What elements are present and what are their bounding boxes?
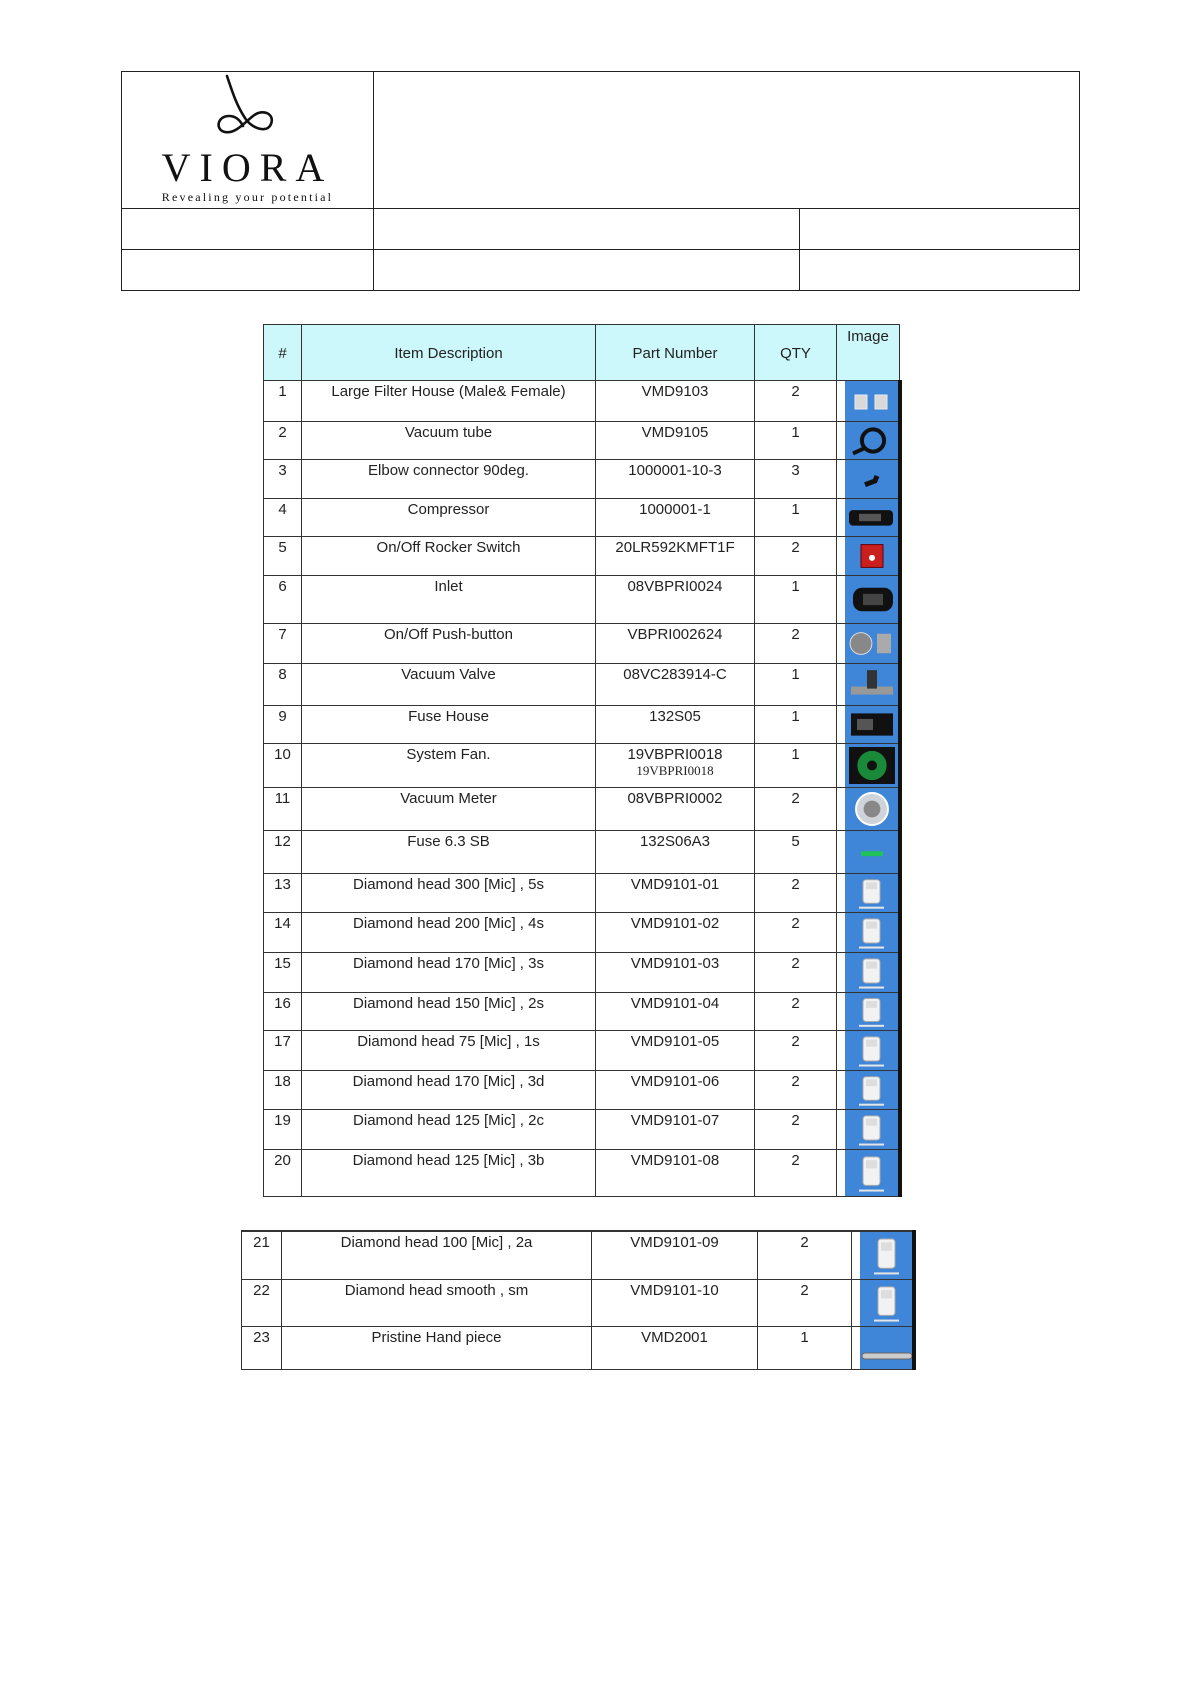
row-qty: 2 xyxy=(755,874,837,913)
diamond-head-icon xyxy=(845,1110,898,1149)
row-image xyxy=(837,537,900,576)
row-part-number xyxy=(596,537,755,576)
compressor-icon xyxy=(845,499,898,536)
row-number: 15 xyxy=(264,953,302,993)
row-description: Vacuum tube xyxy=(302,422,596,460)
part-number-text: 1000001-1 xyxy=(639,501,711,518)
row-description: Diamond head 150 [Mic] , 2s xyxy=(302,993,596,1031)
row-number: 11 xyxy=(264,788,302,831)
row-part-number xyxy=(592,1280,758,1327)
table-row xyxy=(264,624,900,664)
row-image xyxy=(837,993,900,1031)
row-number: 9 xyxy=(264,706,302,744)
col-header-part-number: Part Number xyxy=(596,325,755,381)
row-qty: 1 xyxy=(755,499,837,537)
part-number-text: VMD9101-08 xyxy=(630,1152,720,1169)
row-part-number xyxy=(596,953,755,993)
row-description: Fuse 6.3 SB xyxy=(302,831,596,874)
row-description: Diamond head 170 [Mic] , 3d xyxy=(302,1071,596,1110)
row-description: Inlet xyxy=(302,576,596,624)
viora-logo-mark-icon xyxy=(207,74,287,146)
row-description: Diamond head 170 [Mic] , 3s xyxy=(302,953,596,993)
row-image xyxy=(837,624,900,664)
row-image xyxy=(837,874,900,913)
diamond-head-icon xyxy=(845,1031,898,1070)
document-header xyxy=(121,71,1080,291)
table-row xyxy=(264,537,900,576)
row-number: 1 xyxy=(264,381,302,422)
row-description: Diamond head 200 [Mic] , 4s xyxy=(302,913,596,953)
header-title-cell xyxy=(374,72,1080,209)
part-number-subtext: 19VBPRI0018 xyxy=(636,763,714,778)
row-description: Diamond head smooth , sm xyxy=(282,1280,592,1327)
table-row xyxy=(264,874,900,913)
row-description: Large Filter House (Male& Female) xyxy=(302,381,596,422)
row-qty: 2 xyxy=(755,913,837,953)
row-description: Diamond head 125 [Mic] , 3b xyxy=(302,1150,596,1197)
table-row xyxy=(264,993,900,1031)
row-image xyxy=(837,460,900,499)
table-row xyxy=(264,831,900,874)
row-number: 7 xyxy=(264,624,302,664)
row-qty: 2 xyxy=(755,788,837,831)
row-number: 10 xyxy=(264,744,302,788)
part-number-text: VMD9101-09 xyxy=(630,1234,719,1251)
row-image xyxy=(837,744,900,788)
row-qty: 2 xyxy=(755,993,837,1031)
row-qty: 2 xyxy=(755,1031,837,1071)
header-cell xyxy=(374,250,800,291)
row-image xyxy=(837,1031,900,1071)
header-cell xyxy=(122,209,374,250)
part-number-text: 19VBPRI0018 xyxy=(627,746,723,763)
row-number: 4 xyxy=(264,499,302,537)
row-number: 22 xyxy=(242,1280,282,1327)
row-description: Diamond head 100 [Mic] , 2a xyxy=(282,1231,592,1280)
diamond-head-icon xyxy=(845,1071,898,1109)
row-image xyxy=(837,953,900,993)
row-description: On/Off Rocker Switch xyxy=(302,537,596,576)
row-part-number xyxy=(596,1031,755,1071)
row-qty: 2 xyxy=(755,1150,837,1197)
row-qty: 2 xyxy=(755,381,837,422)
row-description: Diamond head 125 [Mic] , 2c xyxy=(302,1110,596,1150)
row-image xyxy=(837,664,900,706)
elbow-connector-icon xyxy=(845,460,898,498)
row-image xyxy=(837,913,900,953)
row-part-number xyxy=(592,1231,758,1280)
row-number: 18 xyxy=(264,1071,302,1110)
row-qty: 2 xyxy=(758,1280,852,1327)
diamond-head-icon xyxy=(845,874,898,912)
row-number: 16 xyxy=(264,993,302,1031)
table-row xyxy=(264,422,900,460)
row-part-number xyxy=(596,993,755,1031)
col-header-description: Item Description xyxy=(302,325,596,381)
logo-tagline: Revealing your potential xyxy=(161,190,334,204)
row-description: System Fan. xyxy=(302,744,596,788)
part-number-text: 20LR592KMFT1F xyxy=(615,539,735,556)
row-number: 20 xyxy=(264,1150,302,1197)
row-number: 19 xyxy=(264,1110,302,1150)
row-description: Vacuum Valve xyxy=(302,664,596,706)
row-image xyxy=(837,576,900,624)
diamond-head-icon xyxy=(860,1232,913,1279)
rocker-switch-icon xyxy=(845,537,898,575)
row-qty: 5 xyxy=(755,831,837,874)
row-part-number xyxy=(596,1071,755,1110)
table-row xyxy=(264,706,900,744)
header-cell xyxy=(374,209,800,250)
row-image xyxy=(837,788,900,831)
row-image xyxy=(837,1150,900,1197)
logo-name: VIORA xyxy=(161,145,334,190)
diamond-head-icon xyxy=(845,953,898,992)
part-number-text: VMD9101-04 xyxy=(630,995,720,1012)
row-part-number xyxy=(596,422,755,460)
row-number: 6 xyxy=(264,576,302,624)
row-part-number xyxy=(596,744,755,788)
row-description: Compressor xyxy=(302,499,596,537)
table-row xyxy=(264,1150,900,1197)
row-part-number xyxy=(596,706,755,744)
row-image xyxy=(837,422,900,460)
filter-housing-icon xyxy=(845,381,898,421)
row-number: 17 xyxy=(264,1031,302,1071)
diamond-head-icon xyxy=(845,1150,898,1196)
table-row xyxy=(264,1031,900,1071)
row-qty: 2 xyxy=(755,1110,837,1150)
part-number-text: VMD9101-01 xyxy=(630,876,720,893)
row-image xyxy=(852,1327,914,1370)
row-description: On/Off Push-button xyxy=(302,624,596,664)
row-number: 14 xyxy=(264,913,302,953)
row-part-number xyxy=(592,1327,758,1370)
fuse-house-icon xyxy=(845,706,898,743)
row-qty: 1 xyxy=(755,576,837,624)
table-row xyxy=(264,576,900,624)
part-number-text: 132S05 xyxy=(649,708,701,725)
part-number-text: VMD9101-07 xyxy=(630,1112,720,1129)
header-cell xyxy=(800,250,1080,291)
row-description: Diamond head 75 [Mic] , 1s xyxy=(302,1031,596,1071)
row-number: 3 xyxy=(264,460,302,499)
row-image xyxy=(837,706,900,744)
row-image xyxy=(837,381,900,422)
fan-icon xyxy=(845,744,898,787)
row-image xyxy=(837,1071,900,1110)
part-number-text: VMD9101-06 xyxy=(630,1073,720,1090)
row-part-number xyxy=(596,624,755,664)
row-number: 5 xyxy=(264,537,302,576)
table-row xyxy=(264,499,900,537)
table-row xyxy=(264,664,900,706)
table-row xyxy=(264,788,900,831)
row-description: Vacuum Meter xyxy=(302,788,596,831)
row-part-number xyxy=(596,664,755,706)
part-number-text: VMD9101-05 xyxy=(630,1033,720,1050)
table-row xyxy=(242,1280,914,1327)
row-number: 21 xyxy=(242,1231,282,1280)
row-qty: 1 xyxy=(755,422,837,460)
row-number: 8 xyxy=(264,664,302,706)
row-image xyxy=(852,1231,914,1280)
fuse-icon xyxy=(845,831,898,873)
power-inlet-icon xyxy=(845,576,898,623)
table-row xyxy=(264,744,900,788)
push-button-icon xyxy=(845,624,898,663)
table-row xyxy=(242,1231,914,1280)
part-number-text: 132S06A3 xyxy=(639,833,711,850)
header-cell xyxy=(800,209,1080,250)
parts-table-continued xyxy=(241,1230,916,1370)
row-part-number xyxy=(596,499,755,537)
row-qty: 2 xyxy=(758,1231,852,1280)
row-number: 23 xyxy=(242,1327,282,1370)
row-qty: 3 xyxy=(755,460,837,499)
row-qty: 1 xyxy=(755,706,837,744)
part-number-text: VMD9101-10 xyxy=(630,1282,719,1299)
part-number-text: VMD9101-02 xyxy=(630,915,720,932)
row-qty: 2 xyxy=(755,624,837,664)
row-number: 2 xyxy=(264,422,302,460)
viora-logo xyxy=(162,74,334,204)
row-part-number xyxy=(596,831,755,874)
part-number-text: 08VBPRI0024 xyxy=(627,578,723,595)
table-row xyxy=(264,953,900,993)
col-header-number: # xyxy=(264,325,302,381)
parts-table xyxy=(263,324,902,1197)
part-number-text: 08VBPRI0002 xyxy=(627,790,723,807)
logo-cell xyxy=(122,72,374,209)
table-row xyxy=(264,913,900,953)
table-row xyxy=(264,1071,900,1110)
diamond-head-icon xyxy=(845,913,898,952)
row-image xyxy=(837,499,900,537)
part-number-text: VMD9101-03 xyxy=(630,955,720,972)
diamond-head-icon xyxy=(860,1280,913,1326)
table-row xyxy=(264,381,900,422)
header-cell xyxy=(122,250,374,291)
row-image xyxy=(837,1110,900,1150)
row-part-number xyxy=(596,576,755,624)
row-image xyxy=(852,1280,914,1327)
col-header-qty: QTY xyxy=(755,325,837,381)
row-part-number xyxy=(596,460,755,499)
hand-piece-icon xyxy=(860,1327,913,1369)
part-number-text: VMD9105 xyxy=(641,424,709,441)
vacuum-meter-icon xyxy=(845,788,898,830)
row-part-number xyxy=(596,788,755,831)
part-number-text: VMD9103 xyxy=(641,383,709,400)
row-number: 12 xyxy=(264,831,302,874)
parts-table-body xyxy=(264,381,900,1197)
diamond-head-icon xyxy=(845,993,898,1030)
table-row xyxy=(242,1327,914,1370)
row-number: 13 xyxy=(264,874,302,913)
part-number-text: VBPRI002624 xyxy=(627,626,723,643)
row-qty: 1 xyxy=(755,664,837,706)
part-number-text: 1000001-10-3 xyxy=(628,462,722,479)
row-part-number xyxy=(596,874,755,913)
table-row xyxy=(264,460,900,499)
parts-table-continued-body xyxy=(242,1231,914,1370)
row-description: Fuse House xyxy=(302,706,596,744)
row-qty: 2 xyxy=(755,537,837,576)
vacuum-valve-icon xyxy=(845,664,898,705)
part-number-text: VMD2001 xyxy=(641,1329,708,1346)
row-description: Elbow connector 90deg. xyxy=(302,460,596,499)
row-description: Pristine Hand piece xyxy=(282,1327,592,1370)
row-qty: 1 xyxy=(758,1327,852,1370)
row-qty: 2 xyxy=(755,953,837,993)
part-number-text: 08VC283914-C xyxy=(623,666,727,683)
row-qty: 2 xyxy=(755,1071,837,1110)
row-qty: 1 xyxy=(755,744,837,788)
row-part-number xyxy=(596,1150,755,1197)
row-description: Diamond head 300 [Mic] , 5s xyxy=(302,874,596,913)
col-header-image: Image xyxy=(837,325,900,381)
row-image xyxy=(837,831,900,874)
row-part-number xyxy=(596,1110,755,1150)
tube-coil-icon xyxy=(845,422,898,459)
row-part-number xyxy=(596,913,755,953)
row-part-number xyxy=(596,381,755,422)
table-row xyxy=(264,1110,900,1150)
